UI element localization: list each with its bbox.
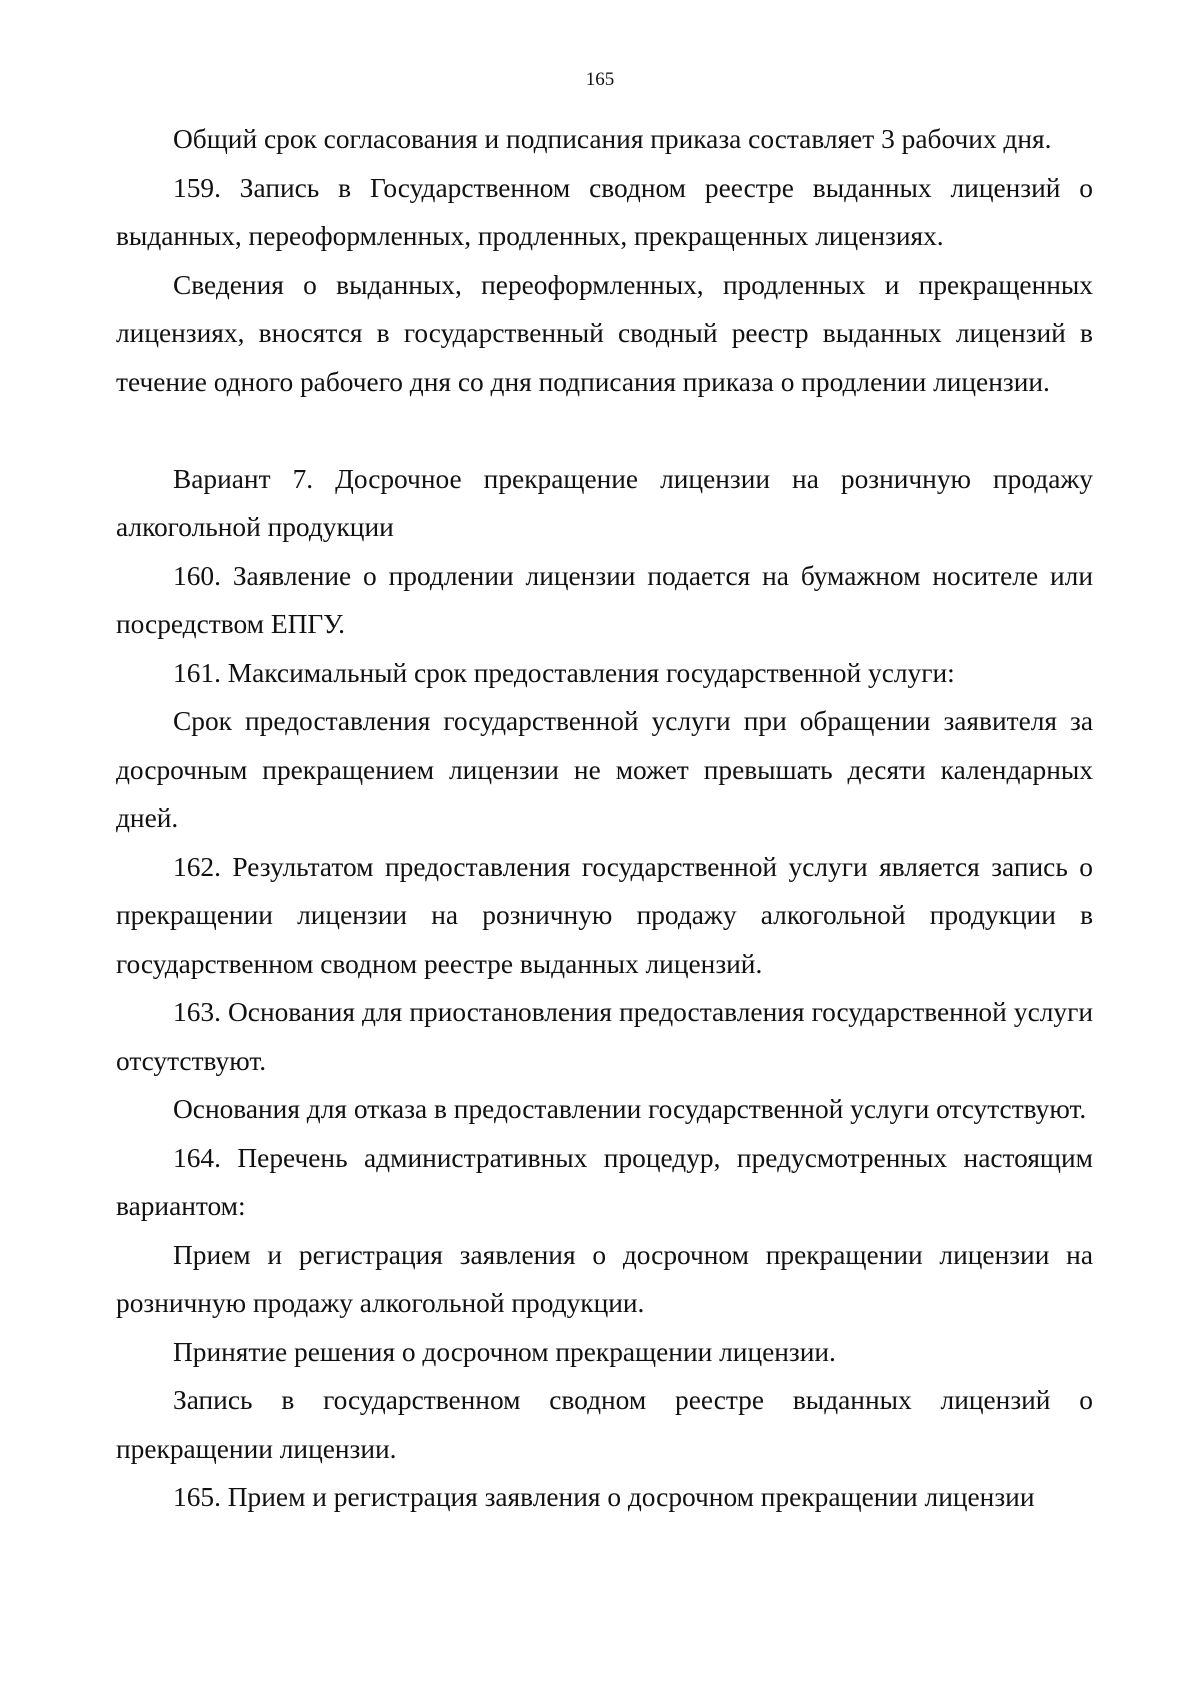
paragraph-165: 165. Прием и регистрация заявления о досрочном прекращении лицензии (173, 1482, 1035, 1512)
paragraph-162: 162. Результатом предоставления государственной услуги является запись о прекращении лицензии на розничную продажу алкогольной продукции в государственном сводном реестре выданных лицензий. (116, 851, 1093, 979)
paragraph-procedure-decision: Принятие решения о досрочном прекращении лицензии. (173, 1336, 836, 1367)
paragraph-160: 160. Заявление о продлении лицензии подается на бумажном носителе или посредством ЕПГУ. (116, 560, 1093, 639)
document-body (116, 115, 1093, 1522)
paragraph-procedure-reception: Прием и регистрация заявления о досрочном прекращении лицензии на розничную продажу алкогольной продукции. (116, 1239, 1093, 1318)
paragraph-164: 164. Перечень административных процедур, предусмотренных настоящим вариантом: (116, 1142, 1093, 1221)
paragraph-registry-info: Сведения о выданных, переоформленных, продленных и прекращенных лицензиях, вносятся в государственный сводный реестр выданных лицензий в течение одного рабочего дня со дня подписания приказа о продлении лицензии. (116, 269, 1093, 397)
paragraph-163: 163. Основания для приостановления предоставления государственной услуги отсутствуют. (116, 997, 1093, 1076)
paragraph-159: 159. Запись в Государственном сводном реестре выданных лицензий о выданных, переоформленных, продленных, прекращенных лицензиях. (116, 172, 1093, 251)
section-heading-variant-7: Вариант 7. Досрочное прекращение лицензии на розничную продажу алкогольной продукции (116, 463, 1093, 542)
paragraph-service-term: Срок предоставления государственной услуги при обращении заявителя за досрочным прекращением лицензии не может превышать десяти календарных дней. (116, 706, 1093, 833)
paragraph-refusal-grounds: Основания для отказа в предоставлении государственной услуги отсутствуют. (173, 1094, 1087, 1124)
paragraph-procedure-registry: Запись в государственном сводном реестре выданных лицензий о прекращении лицензии. (116, 1385, 1093, 1464)
page-number: 165 (585, 69, 615, 90)
paragraph-161: 161. Максимальный срок предоставления государственной услуги: (173, 657, 955, 688)
paragraph-approval-term: Общий срок согласования и подписания приказа составляет 3 рабочих дня. (173, 124, 1052, 154)
